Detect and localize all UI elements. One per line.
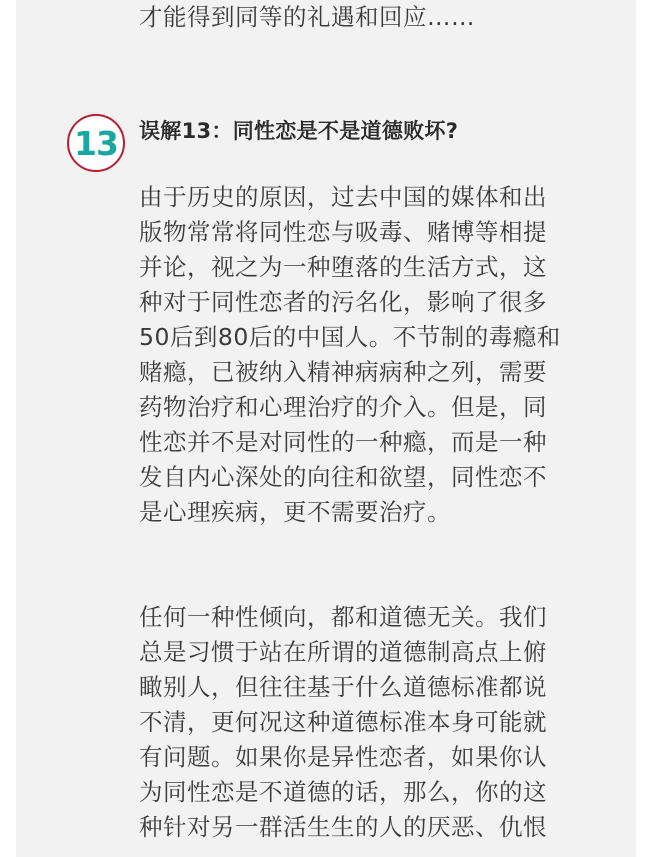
previous-paragraph-tail bbox=[139, 0, 475, 35]
text-line: 发自内心深处的向往和欲望，同性恋不 bbox=[139, 463, 547, 491]
paragraph-1 bbox=[139, 180, 561, 530]
text-line: 才能得到同等的礼遇和回应…… bbox=[139, 3, 475, 31]
paragraph-2 bbox=[139, 600, 547, 845]
text-line: 性恋并不是对同性的一种瘾，而是一种 bbox=[139, 428, 547, 456]
text-line: 瞰别人，但往往基于什么道德标准都说 bbox=[139, 673, 547, 701]
text-line: 并论，视之为一种堕落的生活方式，这 bbox=[139, 253, 547, 281]
section-number: 13 bbox=[74, 123, 118, 163]
text-line: 药物治疗和心理治疗的介入。但是，同 bbox=[139, 393, 547, 421]
text-line: 由于历史的原因，过去中国的媒体和出 bbox=[139, 183, 547, 211]
text-line: 种对于同性恋者的污名化，影响了很多 bbox=[139, 288, 547, 316]
text-line: 50后到80后的中国人。不节制的毒瘾和 bbox=[139, 323, 561, 351]
text-line: 是心理疾病，更不需要治疗。 bbox=[139, 498, 451, 526]
text-line: 版物常常将同性恋与吸毒、赌博等相提 bbox=[139, 218, 547, 246]
text-line: 任何一种性倾向，都和道德无关。我们 bbox=[139, 603, 547, 631]
text-line: 总是习惯于站在所谓的道德制高点上俯 bbox=[139, 638, 547, 666]
section-number-badge bbox=[67, 114, 125, 172]
text-line: 为同性恋是不道德的话，那么，你的这 bbox=[139, 778, 547, 806]
text-line: 赌瘾，已被纳入精神病病种之列，需要 bbox=[139, 358, 547, 386]
text-line: 有问题。如果你是异性恋者，如果你认 bbox=[139, 743, 547, 771]
text-line: 不清，更何况这种道德标准本身可能就 bbox=[139, 708, 547, 736]
section-heading: 误解13：同性恋是不是道德败坏? bbox=[139, 119, 459, 143]
text-line: 种针对另一群活生生的人的厌恶、仇恨 bbox=[139, 813, 547, 841]
